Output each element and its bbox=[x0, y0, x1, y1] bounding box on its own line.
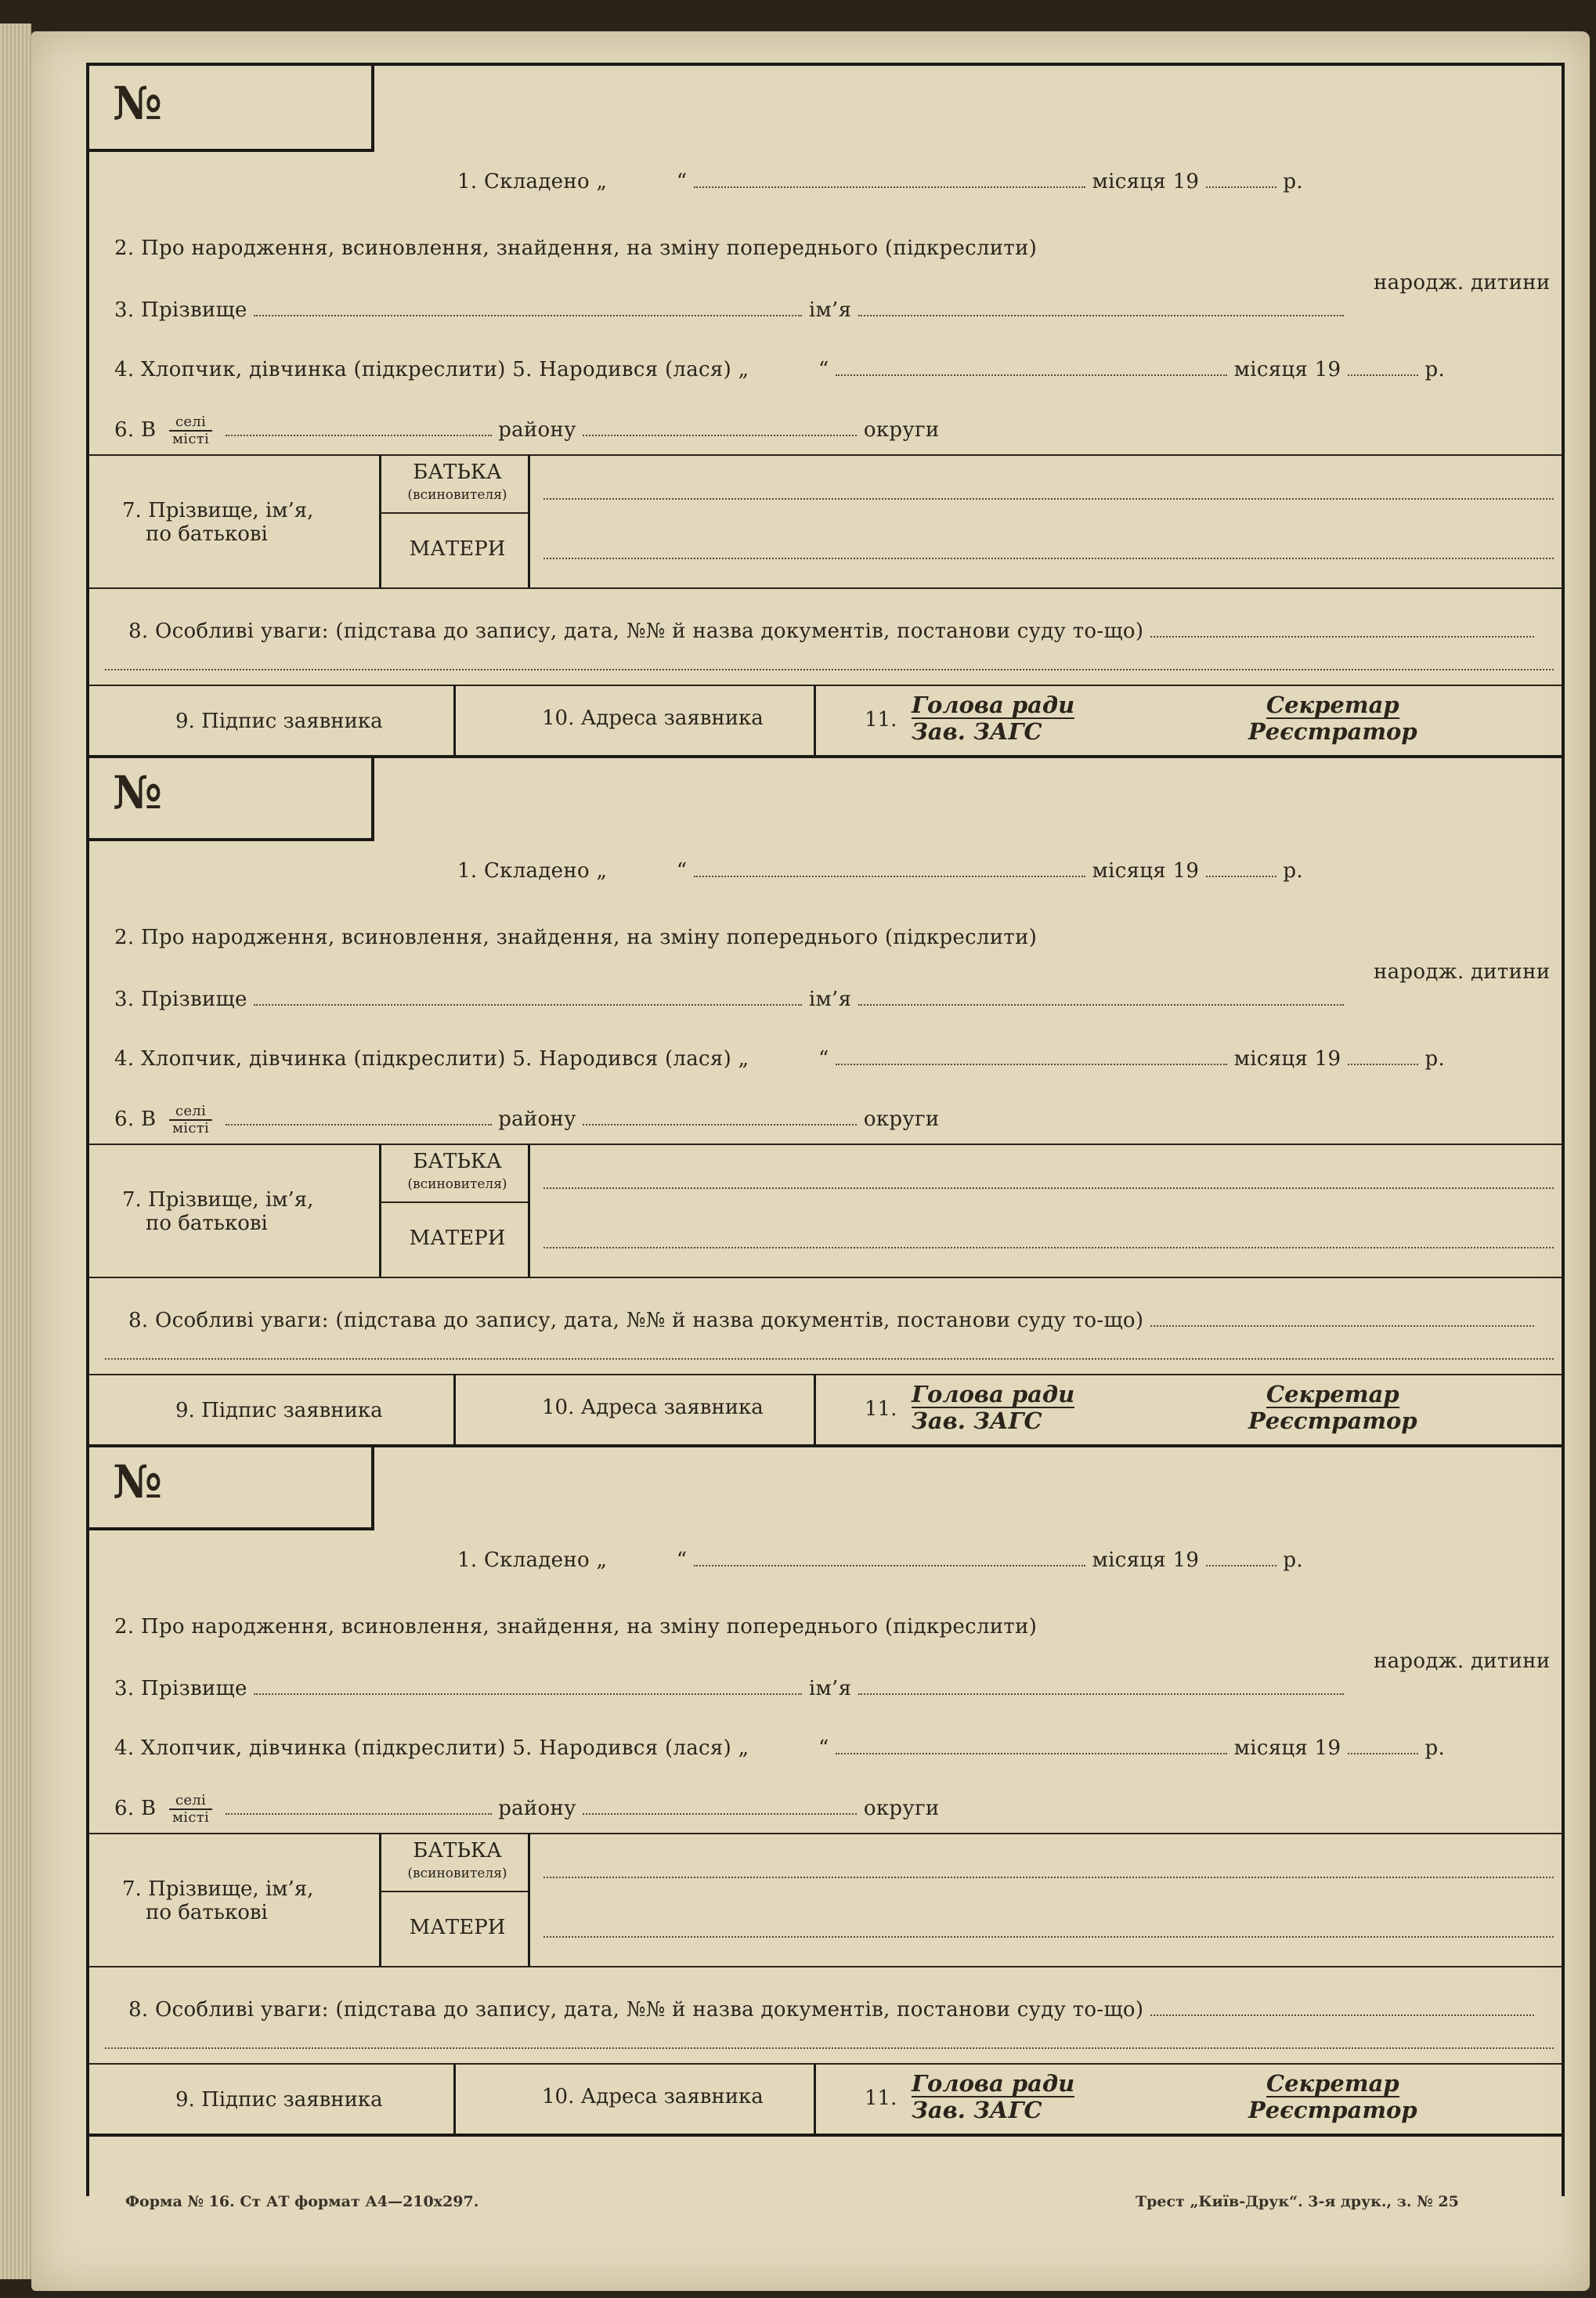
divider bbox=[814, 2063, 816, 2134]
notes-line bbox=[128, 1308, 1534, 1332]
item2-line: 2. Про народження, всиновлення, знайдення, на зміну попереднього (підкреслити) bbox=[114, 926, 1038, 949]
applicant-signature-label: 9. Підпис заявника bbox=[175, 1399, 383, 1422]
applicant-address-label: 10. Адреса заявника bbox=[542, 1396, 764, 1419]
number-sign: № bbox=[113, 77, 163, 130]
month-year-label: місяця 19 bbox=[1092, 170, 1200, 193]
quote-open: “ bbox=[676, 859, 688, 883]
district-label: району bbox=[498, 418, 576, 442]
divider bbox=[528, 454, 530, 587]
name-label: ім’я bbox=[808, 1677, 852, 1700]
compiled-line bbox=[457, 169, 1303, 193]
applicant-signature-label: 9. Підпис заявника bbox=[175, 710, 383, 733]
birth-month-label: місяця 19 bbox=[1233, 1047, 1341, 1071]
village-label: селі bbox=[169, 1104, 212, 1121]
father-label: БАТЬКА bbox=[413, 1150, 502, 1173]
place-in-label: 6. В bbox=[114, 418, 157, 442]
settlement-field[interactable] bbox=[226, 1796, 492, 1815]
divider bbox=[528, 1144, 530, 1277]
divider bbox=[453, 1374, 456, 1444]
divider bbox=[89, 587, 1562, 589]
father-cell bbox=[391, 462, 524, 505]
village-city-fraction bbox=[169, 1104, 212, 1136]
date-field[interactable] bbox=[694, 1548, 1085, 1566]
gender-born-line bbox=[114, 1736, 1445, 1760]
gender-born-label: 4. Хлопчик, дівчинка (підкреслити) 5. Народився (лася) „ bbox=[114, 358, 749, 381]
father-label: БАТЬКА bbox=[413, 461, 502, 484]
notes-field[interactable] bbox=[1150, 1997, 1534, 2016]
okrug-label: округи bbox=[863, 418, 940, 442]
surname-label: 3. Прізвище bbox=[114, 298, 247, 322]
notes-line bbox=[128, 1997, 1534, 2022]
birth-year-suffix: р. bbox=[1424, 1047, 1446, 1071]
parents-label-line1: 7. Прізвище, ім’я, bbox=[122, 1877, 314, 1901]
quote-open: “ bbox=[818, 358, 829, 381]
head-council-label: Голова ради bbox=[912, 692, 1075, 718]
year-field[interactable] bbox=[1206, 169, 1276, 188]
page-stack-edge bbox=[0, 23, 31, 2279]
item2-line: 2. Про народження, всиновлення, знайдення, на зміну попереднього (підкреслити) bbox=[114, 1615, 1038, 1639]
item11-label: 11. bbox=[865, 708, 897, 732]
secretary-label: Секретар bbox=[1266, 2070, 1399, 2097]
divider bbox=[379, 1144, 381, 1277]
divider bbox=[89, 454, 1562, 456]
birth-date-field[interactable] bbox=[836, 357, 1227, 376]
birth-year-field[interactable] bbox=[1348, 1046, 1418, 1065]
birth-date-field[interactable] bbox=[836, 1046, 1227, 1065]
parents-label bbox=[122, 499, 313, 546]
secretary-cell bbox=[1248, 2071, 1417, 2124]
birth-record-2 bbox=[89, 755, 1562, 1447]
place-line bbox=[114, 1104, 940, 1136]
name-label: ім’я bbox=[808, 298, 852, 322]
parents-label-line1: 7. Прізвище, ім’я, bbox=[122, 1188, 314, 1212]
gender-born-line bbox=[114, 357, 1445, 381]
city-label: місті bbox=[172, 1120, 210, 1136]
surname-line bbox=[114, 1676, 1344, 1700]
notes-field-2[interactable] bbox=[105, 669, 1554, 670]
divider bbox=[379, 1891, 528, 1892]
registrar-label: Реєстратор bbox=[1248, 1407, 1417, 1434]
divider bbox=[814, 685, 816, 755]
birth-year-field[interactable] bbox=[1348, 357, 1418, 376]
divider bbox=[379, 1833, 381, 1966]
parents-label bbox=[122, 1877, 313, 1924]
birth-year-suffix: р. bbox=[1424, 1736, 1446, 1760]
father-name-field[interactable] bbox=[543, 498, 1554, 500]
child-label: народж. дитини bbox=[1374, 1649, 1551, 1673]
head-council-cell bbox=[912, 692, 1074, 746]
village-label: селі bbox=[169, 414, 212, 432]
district-label: району bbox=[498, 1107, 576, 1131]
notes-field[interactable] bbox=[1150, 1308, 1534, 1327]
village-label: селі bbox=[169, 1793, 212, 1810]
father-name-field[interactable] bbox=[543, 1877, 1554, 1878]
head-council-label: Голова ради bbox=[912, 2070, 1075, 2097]
notes-label: 8. Особливі уваги: (підстава до запису, дата, №№ й назва документів, постанови суду то-що) bbox=[128, 1998, 1144, 2022]
divider bbox=[379, 512, 528, 514]
year-suffix: р. bbox=[1283, 859, 1303, 883]
surname-label: 3. Прізвище bbox=[114, 988, 247, 1011]
divider bbox=[89, 1833, 1562, 1834]
record-number-box bbox=[89, 1444, 374, 1530]
surname-field[interactable] bbox=[254, 298, 802, 316]
divider bbox=[89, 685, 1562, 686]
divider bbox=[89, 1966, 1562, 1967]
adopter-label: (всиновителя) bbox=[407, 1176, 507, 1192]
mother-name-field[interactable] bbox=[543, 1247, 1554, 1248]
quote-open: “ bbox=[676, 1548, 688, 1572]
item11-label: 11. bbox=[865, 1397, 897, 1421]
zags-head-label: Зав. ЗАГС bbox=[912, 718, 1042, 745]
applicant-signature-label: 9. Підпис заявника bbox=[175, 2088, 383, 2112]
name-label: ім’я bbox=[808, 988, 852, 1011]
compiled-label: 1. Складено „ bbox=[457, 170, 608, 193]
month-year-label: місяця 19 bbox=[1092, 1548, 1200, 1572]
applicant-address-label: 10. Адреса заявника bbox=[542, 2085, 764, 2108]
divider bbox=[89, 1144, 1562, 1145]
secretary-label: Секретар bbox=[1266, 692, 1399, 718]
registrar-label: Реєстратор bbox=[1248, 2097, 1417, 2123]
notes-field[interactable] bbox=[1150, 619, 1534, 638]
birth-month-label: місяця 19 bbox=[1233, 1736, 1341, 1760]
notes-label: 8. Особливі уваги: (підстава до запису, дата, №№ й назва документів, постанови суду то-що) bbox=[128, 620, 1144, 643]
quote-open: “ bbox=[818, 1736, 829, 1760]
divider bbox=[453, 2063, 456, 2134]
place-line bbox=[114, 1793, 940, 1826]
head-council-cell bbox=[912, 2071, 1074, 2124]
name-field[interactable] bbox=[858, 987, 1344, 1006]
birth-year-suffix: р. bbox=[1424, 358, 1446, 381]
child-label: народж. дитини bbox=[1374, 960, 1551, 984]
mother-label: МАТЕРИ bbox=[409, 537, 506, 561]
mother-label: МАТЕРИ bbox=[409, 1916, 506, 1939]
notes-label: 8. Особливі уваги: (підстава до запису, дата, №№ й назва документів, постанови суду то-що) bbox=[128, 1309, 1144, 1332]
divider bbox=[814, 1374, 816, 1444]
parents-label-line1: 7. Прізвище, ім’я, bbox=[122, 499, 314, 522]
birth-date-field[interactable] bbox=[836, 1736, 1227, 1754]
okrug-label: округи bbox=[863, 1107, 940, 1131]
compiled-label: 1. Складено „ bbox=[457, 1548, 608, 1572]
head-council-label: Голова ради bbox=[912, 1381, 1075, 1407]
divider bbox=[379, 454, 381, 587]
gender-born-label: 4. Хлопчик, дівчинка (підкреслити) 5. Народився (лася) „ bbox=[114, 1736, 749, 1760]
quote-open: “ bbox=[818, 1047, 829, 1071]
district-field[interactable] bbox=[583, 1107, 857, 1126]
divider bbox=[89, 1374, 1562, 1375]
compiled-line bbox=[457, 858, 1303, 883]
surname-field[interactable] bbox=[254, 1676, 802, 1695]
village-city-fraction bbox=[169, 414, 212, 447]
record-number-box bbox=[89, 66, 374, 152]
mother-name-field[interactable] bbox=[543, 1936, 1554, 1938]
secretary-cell bbox=[1248, 692, 1417, 746]
adopter-label: (всиновителя) bbox=[407, 1866, 507, 1881]
name-field[interactable] bbox=[858, 1676, 1344, 1695]
number-sign: № bbox=[113, 766, 163, 819]
compiled-label: 1. Складено „ bbox=[457, 859, 608, 883]
mother-label: МАТЕРИ bbox=[409, 1227, 506, 1250]
divider bbox=[528, 1833, 530, 1966]
city-label: місті bbox=[172, 431, 210, 447]
number-sign: № bbox=[113, 1455, 163, 1509]
child-label: народж. дитини bbox=[1374, 271, 1551, 294]
secretary-cell bbox=[1248, 1382, 1417, 1435]
registrar-label: Реєстратор bbox=[1248, 718, 1417, 745]
okrug-label: округи bbox=[863, 1797, 940, 1820]
parents-label-line2: по батькові bbox=[146, 1901, 268, 1924]
birth-year-field[interactable] bbox=[1348, 1736, 1418, 1754]
zags-head-label: Зав. ЗАГС bbox=[912, 2097, 1042, 2123]
village-city-fraction bbox=[169, 1793, 212, 1826]
date-field[interactable] bbox=[694, 858, 1085, 877]
district-field[interactable] bbox=[583, 417, 857, 436]
divider bbox=[89, 1277, 1562, 1278]
gender-born-line bbox=[114, 1046, 1445, 1071]
birth-record-1 bbox=[89, 66, 1562, 758]
surname-line bbox=[114, 298, 1344, 322]
district-field[interactable] bbox=[583, 1796, 857, 1815]
place-in-label: 6. В bbox=[114, 1107, 157, 1131]
father-cell bbox=[391, 1841, 524, 1884]
applicant-address-label: 10. Адреса заявника bbox=[542, 706, 764, 730]
form-frame bbox=[86, 63, 1565, 2196]
district-label: району bbox=[498, 1797, 576, 1820]
name-field[interactable] bbox=[858, 298, 1344, 316]
year-field[interactable] bbox=[1206, 858, 1276, 877]
year-field[interactable] bbox=[1206, 1548, 1276, 1566]
zags-head-label: Зав. ЗАГС bbox=[912, 1407, 1042, 1434]
father-label: БАТЬКА bbox=[413, 1839, 502, 1863]
mother-name-field[interactable] bbox=[543, 558, 1554, 559]
surname-line bbox=[114, 987, 1344, 1011]
date-field[interactable] bbox=[694, 169, 1085, 188]
notes-line bbox=[128, 619, 1534, 643]
settlement-field[interactable] bbox=[226, 1107, 492, 1126]
head-council-cell bbox=[912, 1382, 1074, 1435]
divider bbox=[89, 2063, 1562, 2065]
parents-label-line2: по батькові bbox=[146, 1212, 268, 1235]
gender-born-label: 4. Хлопчик, дівчинка (підкреслити) 5. Народився (лася) „ bbox=[114, 1047, 749, 1071]
place-in-label: 6. В bbox=[114, 1797, 157, 1820]
secretary-label: Секретар bbox=[1266, 1381, 1399, 1407]
item11-label: 11. bbox=[865, 2087, 897, 2110]
divider bbox=[453, 685, 456, 755]
divider bbox=[379, 1201, 528, 1203]
settlement-field[interactable] bbox=[226, 417, 492, 436]
adopter-label: (всиновителя) bbox=[407, 487, 507, 503]
place-line bbox=[114, 414, 940, 447]
compiled-line bbox=[457, 1548, 1303, 1572]
father-name-field[interactable] bbox=[543, 1187, 1554, 1189]
father-cell bbox=[391, 1151, 524, 1194]
birth-record-3 bbox=[89, 1444, 1562, 2137]
month-year-label: місяця 19 bbox=[1092, 859, 1200, 883]
item2-line: 2. Про народження, всиновлення, знайдення, на зміну попереднього (підкреслити) bbox=[114, 237, 1038, 260]
city-label: місті bbox=[172, 1809, 210, 1826]
quote-open: “ bbox=[676, 170, 688, 193]
notes-field-2[interactable] bbox=[105, 1358, 1554, 1360]
parents-label-line2: по батькові bbox=[146, 522, 268, 546]
form-footer-left: Форма № 16. Ст АТ формат А4—210x297. bbox=[125, 2193, 479, 2210]
surname-field[interactable] bbox=[254, 987, 802, 1006]
notes-field-2[interactable] bbox=[105, 2047, 1554, 2049]
birth-month-label: місяця 19 bbox=[1233, 358, 1341, 381]
form-footer-right: Трест „Київ-Друк“. 3-я друк., з. № 25 bbox=[1136, 2193, 1459, 2210]
surname-label: 3. Прізвище bbox=[114, 1677, 247, 1700]
year-suffix: р. bbox=[1283, 1548, 1303, 1572]
year-suffix: р. bbox=[1283, 170, 1303, 193]
parents-label bbox=[122, 1188, 313, 1235]
record-number-box bbox=[89, 755, 374, 841]
